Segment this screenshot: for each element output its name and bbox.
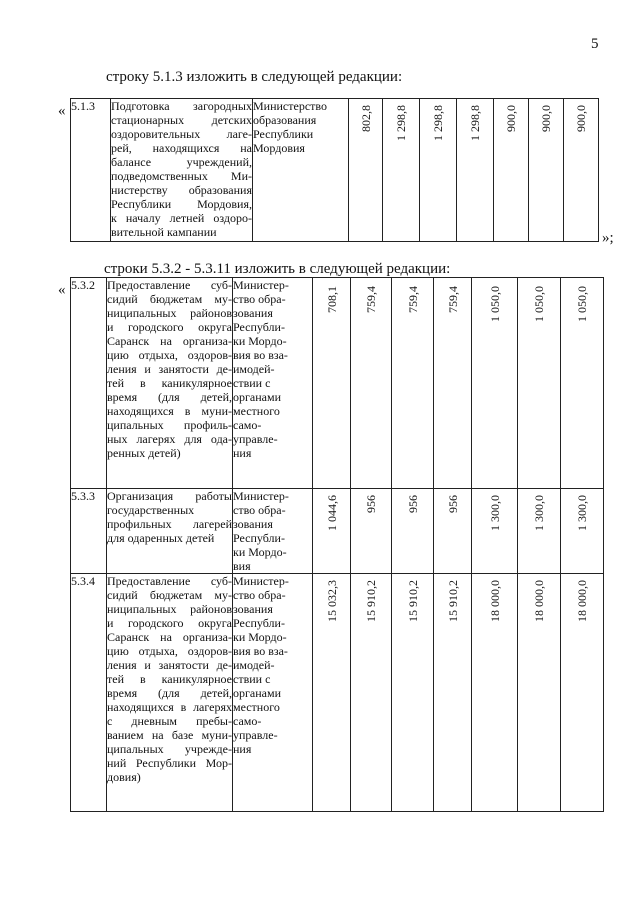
- value-cell: [494, 99, 529, 242]
- value-cell: [392, 574, 434, 812]
- cell-line: и городского округа: [107, 616, 232, 630]
- cell-line: органами: [233, 686, 282, 700]
- cell-line: с дневным пребы-: [107, 714, 232, 728]
- cell-line: ки Мордо-: [233, 630, 287, 644]
- value-cell: [518, 278, 561, 489]
- value-cell: [472, 574, 518, 812]
- table-section2: [70, 277, 604, 812]
- value-text: 956: [405, 495, 420, 513]
- row-number: 5.1.3: [71, 99, 111, 242]
- value-cell: [561, 278, 604, 489]
- value-text: 956: [445, 495, 460, 513]
- cell-line: местного: [233, 700, 280, 714]
- cell-line: ципальных учрежде-: [107, 742, 232, 756]
- section1-heading: строку 5.1.3 изложить в следующей редакции:: [106, 69, 403, 85]
- cell-line: находящихся в муни-: [107, 404, 232, 418]
- value-text: 1 050,0: [532, 286, 546, 322]
- cell-line: Саранск на организа-: [107, 630, 232, 644]
- value-text: 18 000,0: [532, 580, 546, 622]
- value-text: 15 910,2: [405, 580, 420, 622]
- section2-open-quote: «: [58, 282, 66, 298]
- value-cell: [529, 99, 564, 242]
- value-text: 1 298,8: [394, 105, 408, 141]
- cell-line: само-: [233, 714, 262, 728]
- cell-line: ство обра-: [233, 588, 286, 602]
- cell-line: ренных детей): [107, 446, 181, 460]
- value-cell: [472, 278, 518, 489]
- cell-line: стационарных детских: [111, 113, 252, 127]
- row-responsible: [233, 574, 313, 812]
- value-text: 15 910,2: [445, 580, 460, 622]
- cell-line: Министер-: [233, 574, 289, 588]
- value-text: 956: [364, 495, 378, 513]
- cell-line: к началу летней оздоро-: [111, 211, 252, 225]
- row-description: [107, 278, 233, 489]
- cell-line: ципальных профиль-: [107, 418, 232, 432]
- cell-line: ки Мордо-: [233, 334, 287, 348]
- cell-line: ки Мордо-: [233, 545, 287, 559]
- value-text: 15 032,3: [324, 580, 339, 622]
- value-text: 18 000,0: [487, 580, 502, 622]
- value-cell: [392, 278, 434, 489]
- value-text: 1 300,0: [575, 495, 589, 531]
- cell-line: Министер-: [233, 489, 289, 503]
- table-row: [71, 99, 599, 242]
- table-row: [71, 278, 604, 489]
- table-row: [71, 574, 604, 812]
- value-cell: [349, 99, 383, 242]
- cell-line: ления и занятости де-: [107, 658, 232, 672]
- value-text: 1 050,0: [575, 286, 589, 322]
- value-cell: [561, 489, 604, 574]
- cell-line: Республи-: [233, 616, 285, 630]
- cell-line: ления и занятости де-: [107, 362, 232, 376]
- value-cell: [434, 489, 472, 574]
- value-text: 759,4: [364, 286, 378, 313]
- cell-line: вия: [233, 559, 251, 573]
- cell-line: ния: [233, 446, 252, 460]
- value-text: 900,0: [504, 105, 518, 132]
- cell-line: время (для детей,: [107, 686, 232, 700]
- cell-line: местного: [233, 404, 280, 418]
- page-number: 5: [591, 36, 599, 52]
- section1-close-quote: »;: [602, 230, 614, 246]
- cell-line: подведомственных Ми-: [111, 169, 252, 183]
- cell-line: вия во вза-: [233, 348, 288, 362]
- cell-line: ство обра-: [233, 292, 286, 306]
- cell-line: органами: [233, 390, 282, 404]
- table-row: [71, 489, 604, 574]
- cell-line: Республи-: [233, 531, 285, 545]
- cell-line: Мордовия: [253, 141, 305, 155]
- value-cell: [434, 278, 472, 489]
- value-cell: [518, 489, 561, 574]
- cell-line: нистерству образования: [111, 183, 252, 197]
- cell-line: цию отдыха, оздоров-: [107, 348, 232, 362]
- cell-line: образования: [253, 113, 317, 127]
- cell-line: время (для детей,: [107, 390, 232, 404]
- cell-line: ствии с: [233, 376, 271, 390]
- cell-line: Министерство: [253, 99, 327, 113]
- cell-line: ний Республики Мор-: [107, 756, 232, 770]
- cell-line: ных лагерях для ода-: [107, 432, 232, 446]
- cell-line: ния: [233, 742, 252, 756]
- value-cell: [457, 99, 494, 242]
- value-cell: [561, 574, 604, 812]
- section2-heading: строки 5.3.2 - 5.3.11 изложить в следующей редакции:: [104, 261, 451, 277]
- value-text: 708,1: [324, 286, 339, 313]
- value-cell: [351, 574, 392, 812]
- value-text: 1 298,8: [468, 105, 482, 141]
- cell-line: находящихся в лагерях: [107, 700, 232, 714]
- value-cell: [313, 574, 351, 812]
- cell-line: сидий бюджетам му-: [107, 292, 232, 306]
- table-section1: [70, 98, 599, 242]
- cell-line: тей в каникулярное: [107, 672, 232, 686]
- cell-line: оздоровительных лаге-: [111, 127, 252, 141]
- cell-line: имодей-: [233, 362, 275, 376]
- cell-line: и городского округа: [107, 320, 232, 334]
- row-description: [107, 574, 233, 812]
- value-text: 1 044,6: [324, 495, 339, 531]
- value-cell: [434, 574, 472, 812]
- value-text: 1 300,0: [487, 495, 502, 531]
- row-number: 5.3.2: [71, 278, 107, 489]
- value-cell: [392, 489, 434, 574]
- cell-line: довия): [107, 770, 141, 784]
- value-cell: [420, 99, 457, 242]
- value-cell: [351, 278, 392, 489]
- value-cell: [351, 489, 392, 574]
- cell-line: вительной кампании: [111, 225, 217, 239]
- row-number: 5.3.3: [71, 489, 107, 574]
- value-cell: [472, 489, 518, 574]
- cell-line: управле-: [233, 728, 278, 742]
- value-text: 802,8: [358, 105, 373, 132]
- cell-line: для одаренных детей: [107, 531, 215, 545]
- row-number: 5.3.4: [71, 574, 107, 812]
- cell-line: управле-: [233, 432, 278, 446]
- cell-line: зования: [233, 517, 273, 531]
- cell-line: Министер-: [233, 278, 289, 292]
- value-text: 900,0: [574, 105, 588, 132]
- cell-line: государственных: [107, 503, 195, 517]
- cell-line: Подготовка загородных: [111, 99, 252, 113]
- row-responsible: [233, 278, 313, 489]
- value-text: 15 910,2: [364, 580, 378, 622]
- cell-line: зования: [233, 602, 273, 616]
- value-cell: [313, 278, 351, 489]
- value-text: 1 300,0: [532, 495, 546, 531]
- cell-line: само-: [233, 418, 262, 432]
- value-cell: [564, 99, 599, 242]
- row-description: [107, 489, 233, 574]
- cell-line: цию отдыха, оздоров-: [107, 644, 232, 658]
- cell-line: балансе учреждений,: [111, 155, 252, 169]
- section1-open-quote: «: [58, 103, 66, 119]
- cell-line: вия во вза-: [233, 644, 288, 658]
- row-responsible: [233, 489, 313, 574]
- cell-line: Предоставление суб-: [107, 574, 232, 588]
- cell-line: Республики: [253, 127, 314, 141]
- value-cell: [518, 574, 561, 812]
- cell-line: имодей-: [233, 658, 275, 672]
- cell-line: ство обра-: [233, 503, 286, 517]
- cell-line: Организация работы: [107, 489, 232, 503]
- cell-line: ниципальных районов: [107, 602, 232, 616]
- cell-line: ниципальных районов: [107, 306, 232, 320]
- value-cell: [313, 489, 351, 574]
- row-description: [111, 99, 253, 242]
- cell-line: ствии с: [233, 672, 271, 686]
- cell-line: сидий бюджетам му-: [107, 588, 232, 602]
- cell-line: зования: [233, 306, 273, 320]
- value-cell: [383, 99, 420, 242]
- value-text: 18 000,0: [575, 580, 589, 622]
- cell-line: профильных лагерей: [107, 517, 232, 531]
- cell-line: Республики Мордовия,: [111, 197, 252, 211]
- cell-line: ванием на базе муни-: [107, 728, 232, 742]
- cell-line: Республи-: [233, 320, 285, 334]
- value-text: 759,4: [405, 286, 420, 313]
- cell-line: Предоставление суб-: [107, 278, 232, 292]
- row-responsible: [253, 99, 349, 242]
- value-text: 1 298,8: [431, 105, 445, 141]
- cell-line: Саранск на организа-: [107, 334, 232, 348]
- value-text: 1 050,0: [487, 286, 502, 322]
- value-text: 900,0: [539, 105, 553, 132]
- value-text: 759,4: [445, 286, 460, 313]
- cell-line: тей в каникулярное: [107, 376, 232, 390]
- cell-line: рей, находящихся на: [111, 141, 252, 155]
